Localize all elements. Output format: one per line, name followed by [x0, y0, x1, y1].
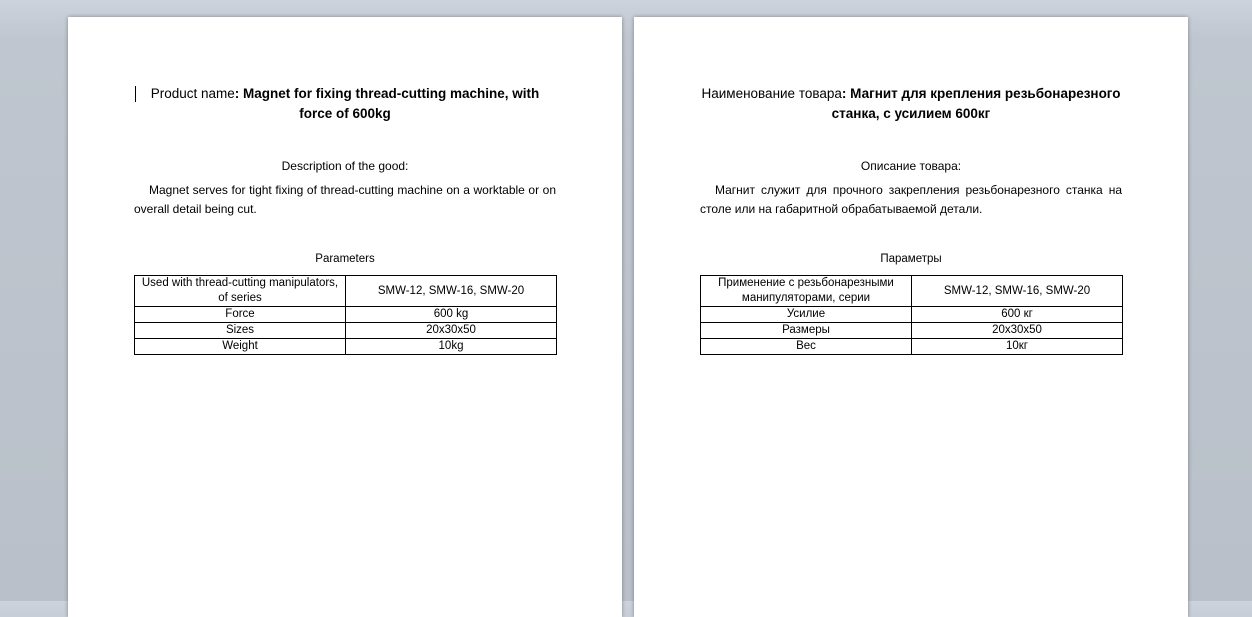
parameters-table — [700, 275, 1123, 355]
table-cell-label: Применение с резьбонарезными манипуляторами, серии — [701, 276, 912, 307]
table-row — [701, 339, 1123, 355]
table-cell-label: Усилие — [701, 307, 912, 323]
table-cell-label: Used with thread-cutting manipulators, of series — [135, 276, 346, 307]
product-title[interactable] — [700, 84, 1122, 124]
description-heading: Описание товара: — [860, 159, 962, 173]
table-cell-label: Размеры — [701, 323, 912, 339]
table-cell-label: Force — [135, 307, 346, 323]
parameters-heading: Параметры — [880, 253, 942, 265]
table-row — [135, 339, 557, 355]
table-cell-value: SMW-12, SMW-16, SMW-20 — [912, 276, 1123, 307]
table-cell-label: Sizes — [135, 323, 346, 339]
title-prefix: Product name — [150, 86, 235, 101]
table-cell-value: 20x30x50 — [912, 323, 1123, 339]
table-cell-value: 20x30x50 — [346, 323, 557, 339]
table-cell-value: 10kg — [346, 339, 557, 355]
table-row — [135, 307, 557, 323]
table-row — [701, 307, 1123, 323]
document-page-english[interactable] — [68, 17, 622, 617]
product-title[interactable] — [134, 84, 556, 124]
table-cell-label: Weight — [135, 339, 346, 355]
description-text: Magnet serves for tight fixing of thread-cutting machine on a worktable or on overall detail being cut. — [134, 183, 556, 216]
table-cell-value: 10кг — [912, 339, 1123, 355]
title-product-name: : Magnet for fixing thread-cutting machine, with force of 600kg — [234, 86, 540, 121]
table-row — [701, 276, 1123, 307]
document-page-russian[interactable] — [634, 17, 1188, 617]
title-product-name: : Магнит для крепления резьбонарезного станка, с усилием 600кг — [831, 86, 1121, 121]
description-heading: Description of the good: — [281, 159, 409, 173]
table-cell-value: SMW-12, SMW-16, SMW-20 — [346, 276, 557, 307]
table-row — [135, 276, 557, 307]
table-cell-value: 600 kg — [346, 307, 557, 323]
title-prefix: Наименование товара — [701, 86, 842, 101]
table-row — [135, 323, 557, 339]
table-cell-value: 600 кг — [912, 307, 1123, 323]
table-row — [701, 323, 1123, 339]
parameters-heading: Parameters — [315, 253, 375, 265]
parameters-table — [134, 275, 557, 355]
description-text: Магнит служит для прочного закрепления резьбонарезного станка на столе или на габаритной обрабатываемой детали. — [700, 183, 1122, 216]
table-cell-label: Вес — [701, 339, 912, 355]
